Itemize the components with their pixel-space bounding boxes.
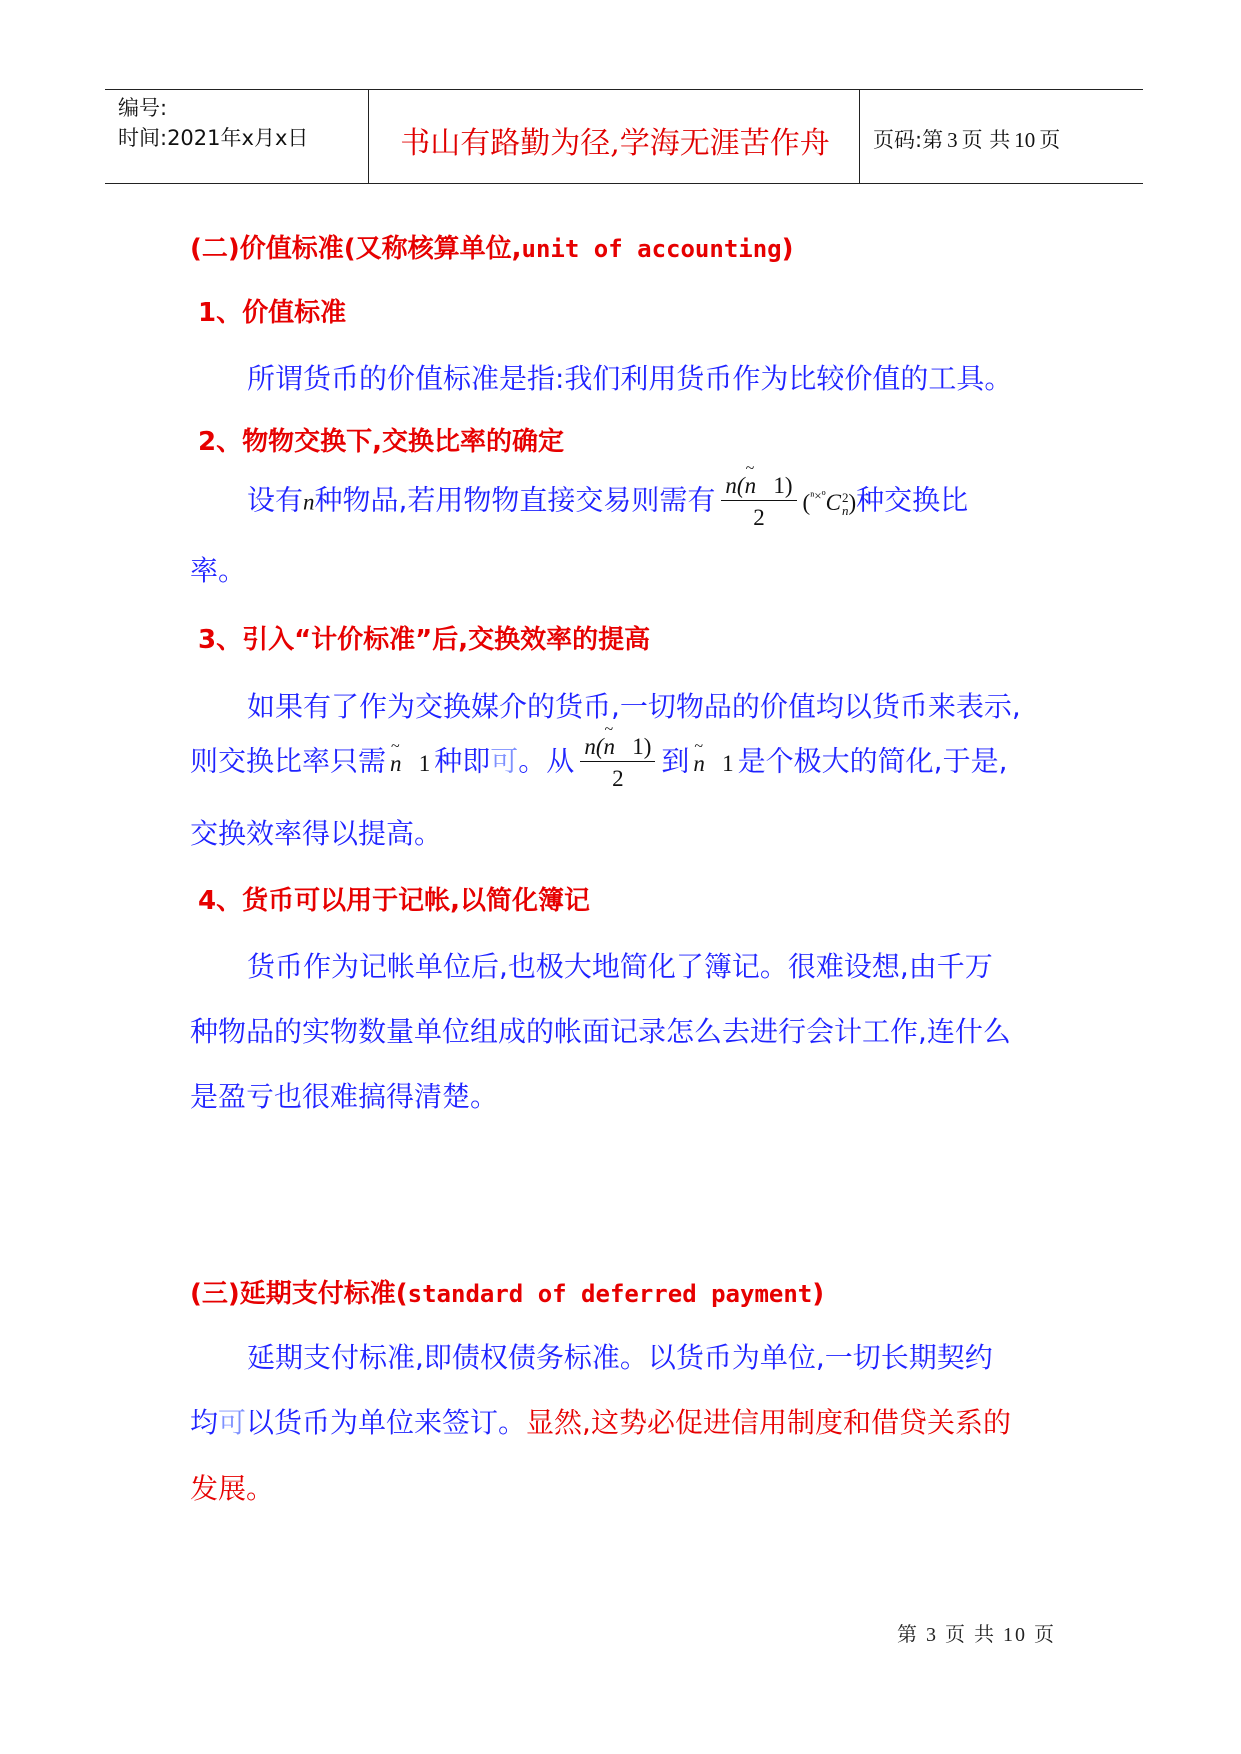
sub2-text-a: 设有	[247, 483, 304, 517]
page-footer	[897, 1618, 1056, 1647]
sub1-heading: 1、价值标准	[198, 298, 347, 328]
sub2-heading: 2、物物交换下,交换比率的确定	[198, 427, 564, 457]
footer-page-current: 3	[926, 1624, 938, 1646]
sub2-paragraph-line1	[247, 474, 968, 529]
sub4-paragraph-line3: 是盈亏也很难搞得清楚。	[190, 1080, 499, 1113]
section3-paragraph-line2	[190, 1401, 1011, 1441]
sub3-line2-d: 到	[661, 744, 690, 778]
section3-heading	[190, 1273, 824, 1310]
footer-page-total: 10	[1003, 1624, 1027, 1646]
section3-heading-cn: (三)延期支付标准(	[190, 1279, 408, 1309]
page-label-prefix: 页码:第	[873, 128, 944, 152]
combination-expression: ($^{^n\times º}$C 2 n )	[802, 487, 857, 519]
sub3-line2-e: 是个极大的简化,于是,	[737, 744, 1008, 778]
sub3-line2-c: 。从	[518, 744, 575, 778]
footer-middle: 页 共	[945, 1624, 996, 1646]
fraction-numerator: n(~ n 1)	[721, 474, 796, 501]
section3-heading-close: )	[812, 1279, 825, 1309]
sub3-paragraph-line2	[190, 735, 1007, 790]
time-label: 时间:2021年x月x日	[118, 126, 309, 150]
section3-line2-ghost: 可	[218, 1406, 247, 1439]
sub3-paragraph-line3: 交换效率得以提高。	[190, 817, 443, 850]
header-page-indicator	[873, 124, 1060, 154]
sub2-text-c: 种交换比	[856, 483, 969, 517]
header-meta	[118, 93, 308, 153]
sub4-heading: 4、货币可以用于记帐,以简化簿记	[198, 886, 590, 916]
fraction-n-n-1-over-2	[721, 474, 796, 529]
header-motto: 书山有路勤为径,学海无涯苦作舟	[400, 126, 830, 161]
fraction-numerator: n(~ n 1)	[580, 735, 655, 762]
serial-label: 编号:	[118, 96, 168, 120]
var-n: n	[303, 489, 315, 515]
section2-heading	[190, 228, 794, 265]
fraction-denominator: 2	[612, 766, 624, 791]
section3-line2-b: 以货币为单位来签订。	[246, 1406, 527, 1439]
sub2-paragraph-line2: 率。	[190, 554, 247, 587]
sub3-heading: 3、引入“计价标准”后,交换效率的提高	[198, 625, 651, 655]
sub3-paragraph-line1: 如果有了作为交换媒介的货币,一切物品的价值均以货币来表示,	[247, 690, 1021, 723]
sub3-line2-ghost: 可	[490, 744, 519, 778]
sub1-paragraph: 所谓货币的价值标准是指:我们利用货币作为比较价值的工具。	[247, 362, 1013, 395]
header-bottom-rule	[105, 183, 1143, 184]
sub3-line2-a: 则交换比率只需	[190, 744, 387, 778]
sub4-paragraph-line2: 种物品的实物数量单位组成的帐面记录怎么去进行会计工作,连什么	[190, 1015, 1011, 1048]
section3-line2-red: 显然,这势必促进信用制度和借贷关系的	[526, 1406, 1011, 1439]
section3-heading-en: standard of deferred payment	[407, 1280, 813, 1308]
sub2-text-b: 种物品,若用物物直接交易则需有	[314, 483, 716, 517]
page-label-middle: 页 共	[961, 128, 1011, 152]
expr-n-minus-1: ~ n 1	[390, 751, 430, 776]
header-divider-left	[368, 90, 369, 184]
footer-prefix: 第	[897, 1624, 919, 1646]
page-label-suffix: 页	[1039, 128, 1061, 152]
page-total: 10	[1014, 128, 1036, 152]
footer-suffix: 页	[1034, 1624, 1056, 1646]
expr-n-minus-1-repeat: ~ n 1	[693, 751, 733, 776]
sub3-line2-b: 种即	[434, 744, 491, 778]
sub4-paragraph-line1: 货币作为记帐单位后,也极大地简化了簿记。很难设想,由千万	[247, 950, 993, 983]
section3-line2-a: 均	[190, 1406, 219, 1439]
page-current: 3	[947, 128, 958, 152]
section3-paragraph-line3: 发展。	[190, 1472, 275, 1505]
section2-heading-close: )	[781, 234, 794, 264]
section2-heading-cn: (二)价值标准(又称核算单位,	[190, 234, 522, 264]
section3-paragraph-line1: 延期支付标准,即债权债务标准。以货币为单位,一切长期契约	[247, 1341, 993, 1374]
section2-heading-en: unit of accounting	[521, 235, 782, 263]
fraction-n-n-1-over-2-repeat	[580, 735, 655, 790]
header-top-rule	[105, 89, 1143, 90]
fraction-denominator: 2	[753, 505, 765, 530]
